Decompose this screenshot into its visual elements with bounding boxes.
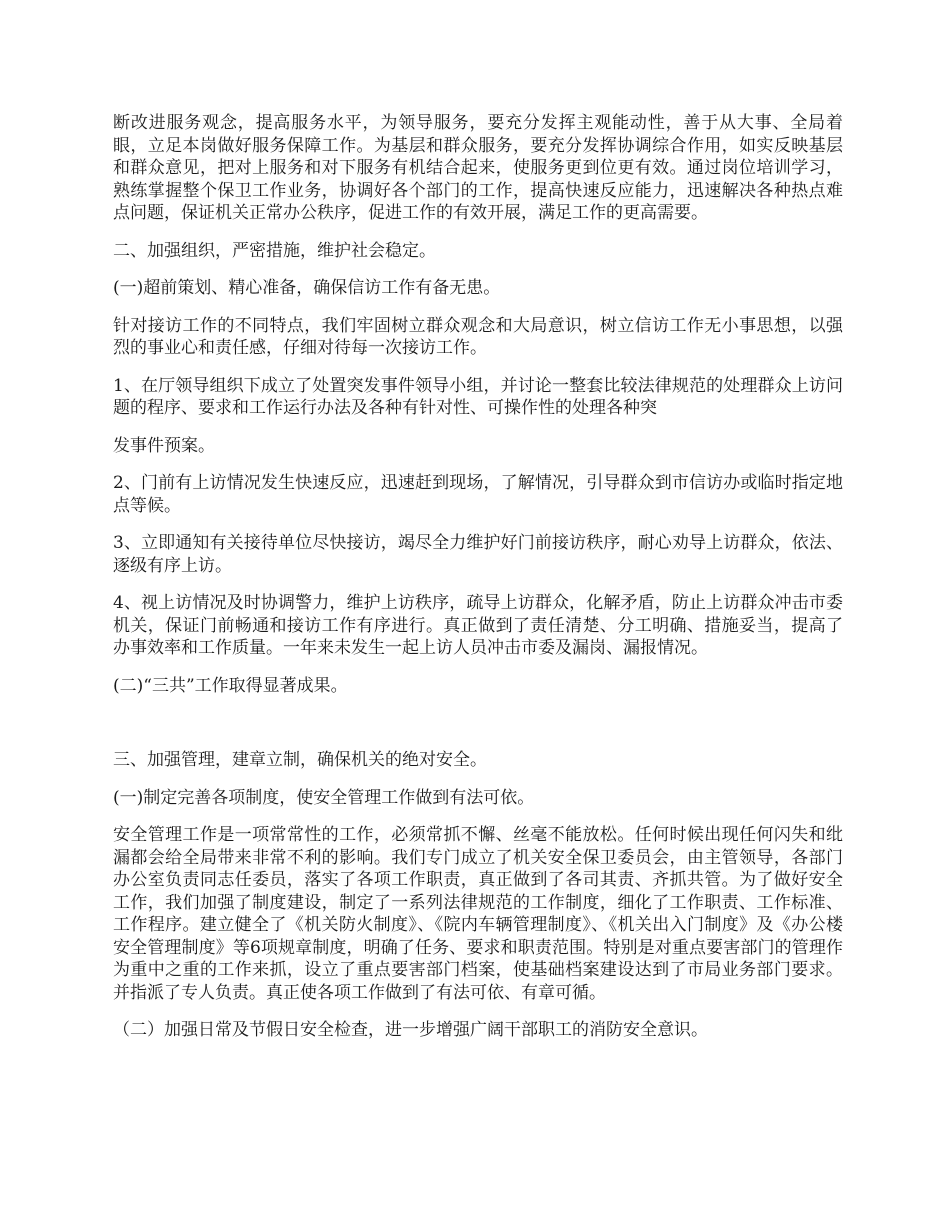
section-heading-3: 三、加强管理，建章立制，确保机关的绝对安全。	[113, 750, 487, 770]
document-body	[113, 112, 843, 1042]
paragraph-safety-management: 安全管理工作是一项常常性的工作，必须常抓不懈、丝毫不能放松。任何时候出现任何闪失和纰漏都会给全局带来非常不利的影响。我们专门成立了机关安全保卫委员会，由主管领导，各部门办公室负责同志任委员，落实了各项工作职责，真正做到了各司其责、齐抓共管。为了做好安全工作，我们加强了制度建设，制定了一系列法律规范的工作制度，细化了工作职责、工作标准、工作程序。建立健全了《机关防火制度》、《院内车辆管理制度》、《机关出入门制度》及《办公楼安全管理制度》等6项规章制度，明确了任务、要求和职责范围。特别是对重点要害部门的管理作为重中之重的工作来抓，设立了重点要害部门档案，使基础档案建设达到了市局业务部门要求。并指派了专人负责。真正使各项工作做到了有法可依、有章可循。	[113, 825, 843, 1003]
subsection-heading-3-1: (一)制定完善各项制度，使安全管理工作做到有法可依。	[113, 787, 535, 808]
paragraph-service-intro: 断改进服务观念，提高服务水平，为领导服务，要充分发挥主观能动性，善于从大事、全局着眼，立足本岗做好服务保障工作。为基层和群众服务，要充分发挥协调综合作用，如实反映基层和群众意见，把对上服务和对下服务有机结合起来，使服务更到位更有效。通过岗位培训学习，熟练掌握整个保卫工作业务，协调好各个部门的工作，提高快速反应能力，迅速解决各种热点难点问题，保证机关正常办公秩序，促进工作的有效开展，满足工作的更高需要。	[113, 113, 843, 223]
list-item-4: 4、视上访情况及时协调警力，维护上访秩序，疏导上访群众，化解矛盾，防止上访群众冲击市委机关，保证门前畅通和接访工作有序进行。真正做到了责任清楚、分工明确、措施妥当，提高了办事效率和工作质量。一年来未发生一起上访人员冲击市委及漏岗、漏报情况。	[113, 593, 843, 658]
list-item-2: 2、门前有上访情况发生快速反应，迅速赶到现场，了解情况，引导群众到市信访办或临时指定地点等候。	[113, 473, 843, 516]
list-item-1: 1、在厅领导组织下成立了处置突发事件领导小组，并讨论一整套比较法律规范的处理群众上访问题的程序、要求和工作运行办法及各种有针对性、可操作性的处理各种突	[113, 375, 843, 418]
list-item-1-continued: 发事件预案。	[113, 435, 215, 456]
subsection-heading-3-2: （二）加强日常及节假日安全检查，进一步增强广阔干部职工的消防安全意识。	[113, 1020, 708, 1040]
list-item-3: 3、立即通知有关接待单位尽快接访，竭尽全力维护好门前接访秩序，耐心劝导上访群众，依法、逐级有序上访。	[113, 533, 843, 576]
subsection-heading-2-2: (二)“三共”工作取得显著成果。	[113, 675, 348, 696]
paragraph-petition-approach: 针对接访工作的不同特点，我们牢固树立群众观念和大局意识，树立信访工作无小事思想，以强烈的事业心和责任感，仔细对待每一次接访工作。	[113, 315, 843, 358]
section-heading-2: 二、加强组织，严密措施，维护社会稳定。	[113, 240, 436, 261]
subsection-heading-2-1: (一)超前策划、精心准备，确保信访工作有备无患。	[113, 278, 501, 298]
